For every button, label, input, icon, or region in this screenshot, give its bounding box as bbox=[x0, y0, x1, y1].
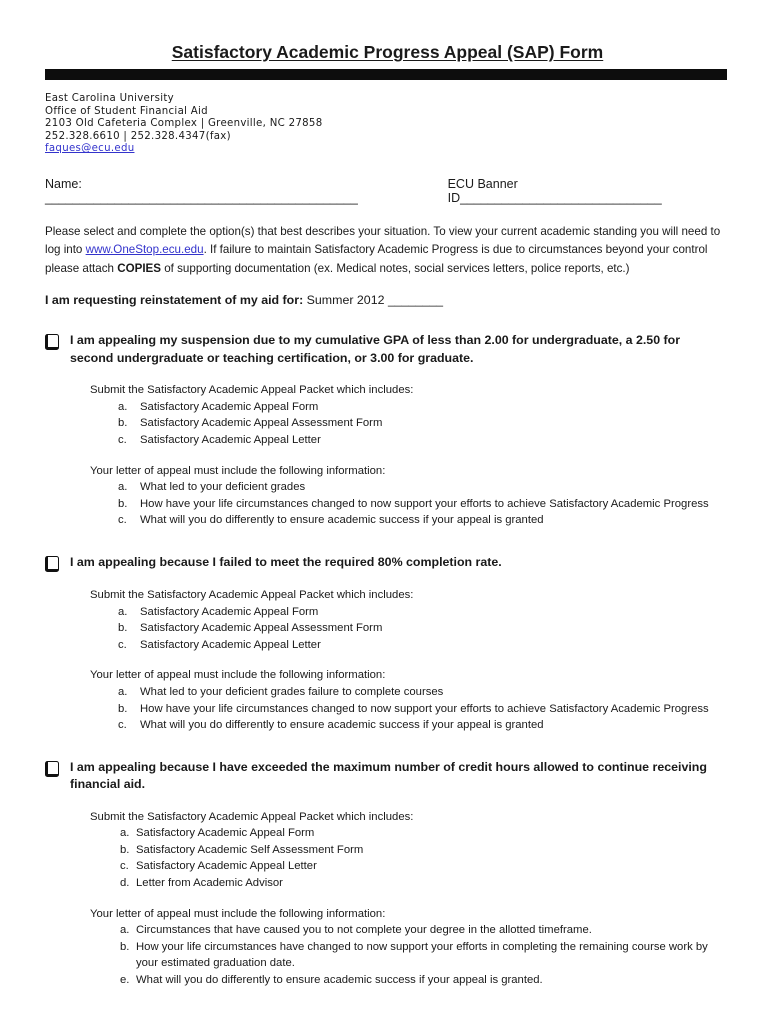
letter-heading: Your letter of appeal must include the following information: bbox=[90, 907, 386, 920]
title-divider-bar bbox=[45, 69, 727, 80]
intro-paragraph bbox=[45, 223, 727, 278]
submit-heading: Submit the Satisfactory Academic Appeal Packet which includes: bbox=[90, 384, 414, 397]
item-marker: d. bbox=[120, 877, 130, 890]
submit-heading: Submit the Satisfactory Academic Appeal Packet which includes: bbox=[90, 810, 414, 823]
item-marker: a. bbox=[118, 685, 128, 698]
item-marker: b. bbox=[118, 622, 128, 635]
page-title: Satisfactory Academic Progress Appeal (SAP) Form bbox=[171, 42, 604, 62]
item-marker: a. bbox=[118, 400, 128, 413]
item-marker: e. bbox=[120, 974, 130, 987]
letter-heading: Your letter of appeal must include the following information: bbox=[90, 464, 386, 477]
letter-item: b. How your life circumstances have changed to now support your efforts in completing the remaining course work by your estimated graduation date. bbox=[120, 939, 730, 972]
item-marker: b. bbox=[120, 843, 130, 856]
letter-item: c. What will you do differently to ensure academic success if your appeal is granted bbox=[118, 512, 730, 529]
submit-item: b. Satisfactory Academic Self Assessment Form bbox=[120, 842, 730, 859]
option-completion-rate bbox=[45, 554, 721, 572]
name-banner-row bbox=[45, 177, 730, 205]
completion-submit-block bbox=[90, 587, 730, 653]
submit-item: c. Satisfactory Academic Appeal Letter bbox=[120, 858, 730, 875]
item-marker: a. bbox=[120, 924, 130, 937]
item-marker: c. bbox=[118, 514, 127, 527]
max-hours-letter-block bbox=[90, 906, 730, 989]
office-address: 2103 Old Cafeteria Complex | Greenville, NC 27858 bbox=[45, 118, 323, 130]
item-marker: b. bbox=[118, 497, 128, 510]
university-name: East Carolina University bbox=[45, 93, 174, 104]
submit-item: a. Satisfactory Academic Appeal Form bbox=[118, 399, 730, 416]
item-marker: b. bbox=[118, 702, 128, 715]
max-hours-submit-block bbox=[90, 809, 730, 892]
university-address-block bbox=[45, 93, 730, 156]
item-marker: b. bbox=[120, 940, 130, 953]
letter-heading: Your letter of appeal must include the following information: bbox=[90, 669, 386, 682]
gpa-option-label: I am appealing my suspension due to my cumulative GPA of less than 2.00 for undergraduate, a 2.50 for second undergraduate or teaching certification, or 3.00 for graduate. bbox=[70, 333, 681, 365]
reinstatement-term: Summer 2012 bbox=[306, 293, 385, 308]
option-max-hours bbox=[45, 759, 721, 794]
option-gpa bbox=[45, 332, 721, 367]
intro-text-2: . If failure to maintain Satisfactory Academic Progress is due to circumstances beyond your control please attach bbox=[45, 243, 708, 275]
item-marker: a. bbox=[118, 605, 128, 618]
submit-heading: Submit the Satisfactory Academic Appeal Packet which includes: bbox=[90, 588, 414, 601]
name-blank-field[interactable]: _____________________________________________ bbox=[45, 190, 358, 205]
letter-item: a. What led to your deficient grades bbox=[118, 479, 730, 496]
submit-item: b. Satisfactory Academic Appeal Assessment Form bbox=[118, 415, 730, 432]
phone-fax: 252.328.6610 | 252.328.4347(fax) bbox=[45, 130, 231, 142]
gpa-checkbox[interactable] bbox=[45, 334, 59, 350]
submit-item: b. Satisfactory Academic Appeal Assessment Form bbox=[118, 620, 730, 637]
email-link[interactable]: faques@ecu.edu bbox=[45, 143, 135, 155]
item-marker: c. bbox=[118, 433, 127, 446]
reinstatement-line bbox=[45, 293, 730, 307]
max-hours-option-label: I am appealing because I have exceeded the maximum number of credit hours allowed to continue receiving financial aid. bbox=[70, 759, 707, 792]
onestop-link[interactable]: www.OneStop.ecu.edu bbox=[85, 243, 204, 257]
submit-item: a. Satisfactory Academic Appeal Form bbox=[120, 825, 730, 842]
reinstatement-blank-field[interactable]: ________ bbox=[387, 293, 444, 308]
letter-item: c. What will you do differently to ensure academic success if your appeal is granted bbox=[118, 717, 730, 734]
item-marker: b. bbox=[118, 417, 128, 430]
item-marker: a. bbox=[120, 827, 130, 840]
completion-rate-checkbox[interactable] bbox=[45, 556, 59, 572]
letter-item: e. What will you do differently to ensure academic success if your appeal is granted. bbox=[120, 972, 730, 989]
office-name: Office of Student Financial Aid bbox=[45, 105, 208, 117]
gpa-submit-block bbox=[90, 382, 730, 448]
gpa-letter-block bbox=[90, 463, 730, 529]
item-marker: c. bbox=[120, 860, 129, 873]
letter-item: a. Circumstances that have caused you to not complete your degree in the allotted timeframe. bbox=[120, 922, 730, 939]
letter-item: b. How have your life circumstances changed to now support your efforts to achieve Satisfactory Academic Progress bbox=[118, 701, 730, 718]
intro-text-1: Please select and complete the option(s) that best describes your situation. To view your current academic standing you will need to log into bbox=[45, 224, 721, 257]
submit-item: a. Satisfactory Academic Appeal Form bbox=[118, 604, 730, 621]
reinstatement-label: I am requesting reinstatement of my aid for: bbox=[45, 293, 304, 308]
name-label: Name: bbox=[45, 176, 82, 191]
copies-emphasis: COPIES bbox=[117, 261, 162, 275]
item-marker: a. bbox=[118, 481, 128, 494]
submit-item: d. Letter from Academic Advisor bbox=[120, 875, 730, 892]
completion-letter-block bbox=[90, 667, 730, 733]
completion-rate-option-label: I am appealing because I failed to meet the required 80% completion rate. bbox=[70, 554, 502, 569]
banner-id-blank-field[interactable]: _____________________________ bbox=[460, 190, 662, 205]
max-hours-checkbox[interactable] bbox=[45, 761, 59, 777]
submit-item: c. Satisfactory Academic Appeal Letter bbox=[118, 637, 730, 654]
letter-item: b. How have your life circumstances changed to now support your efforts to achieve Satisfactory Academic Progress bbox=[118, 496, 730, 513]
letter-item: a. What led to your deficient grades failure to complete courses bbox=[118, 684, 730, 701]
intro-text-3: of supporting documentation (ex. Medical notes, social services letters, police reports, etc.) bbox=[161, 261, 630, 275]
submit-item: c. Satisfactory Academic Appeal Letter bbox=[118, 432, 730, 449]
item-marker: c. bbox=[118, 719, 127, 732]
item-marker: c. bbox=[118, 638, 127, 651]
banner-id-label: ECU Banner ID bbox=[447, 176, 518, 205]
